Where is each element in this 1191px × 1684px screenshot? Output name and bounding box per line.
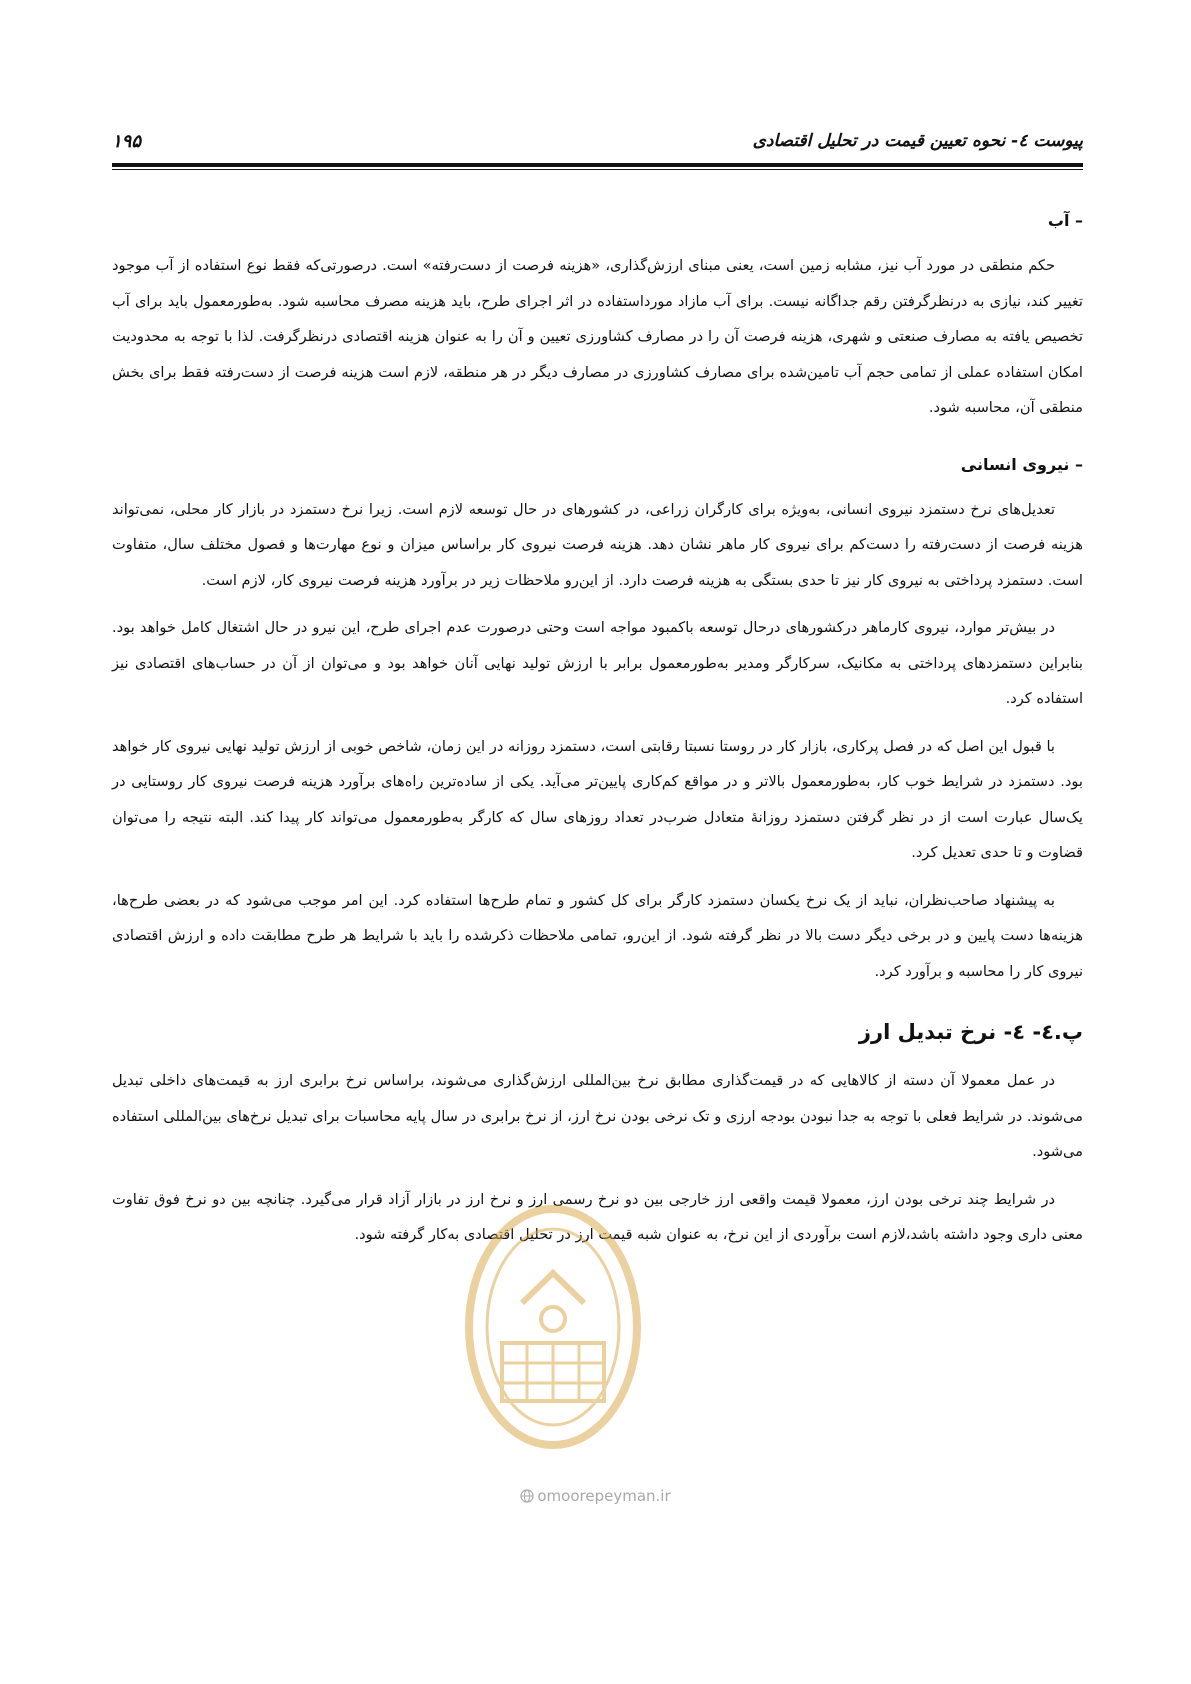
paragraph: در شرایط چند نرخی بودن ارز، معمولا قیمت واقعی ارز خارجی بین دو نرخ رسمی ارز و نرخ ارز در بازار آزاد قرار می‌گیرد. چنانچه بین دو نرخ فوق تفاوت معنی داری وجود داشته باشد،لازم است برآوردی از این نرخ، به عنوان شبه قیمت ارز در تحلیل اقتصادی به‌کار گرفته شود.: [112, 1190, 1083, 1243]
header-rule-thin: [112, 169, 1083, 170]
paragraph: حکم منطقی در مورد آب نیز، مشابه زمین است، یعنی مبنای ارزش‌گذاری، «هزینه فرصت از دست‌رفته» است. درصورتی‌که فقط نوع استفاده از آب موجود تغییر کند، نیازی به درنظرگرفتن رقم جداگانه نیست. برای آب مازاد مورداستفاده در اثر اجرای طرح، باید هزینه مصرف محاسبه شود. به‌طورمعمول باید برای آب تخصیص یافته به مصارف صنعتی و شهری، هزینه فرصت آن را در مصارف کشاورزی تعیین و آن را به عنوان هزینه اقتصادی درنظرگرفت. لذا با توجه به محدودیت امکان استفاده عملی از تمامی حجم آب تامین‌شده برای مصارف کشاورزی در مصارف دیگر در هر منطقه، لازم است هزینه فرصت از دست‌رفته فقط برای بخش منطقی آن، محاسبه شود.: [112, 257, 1083, 416]
paragraph: تعدیل‌های نرخ دستمزد نیروی انسانی، به‌ویژه برای کارگران زراعی، در کشورهای در حال توسعه لازم است. زیرا نرخ دستمزد در بازار کار محلی، نمی‌تواند هزینه فرصت از دست‌رفته را دست‌کم برای نیروی کار ماهر نشان دهد. هزینه فرصت نیروی کار براساس میزان و نوع مهارت‌ها و فصول مختلف سال، متفاوت است. دستمزد پرداختی به نیروی کار نیز تا حدی بستگی به هزینه فرصت دارد. از این‌رو ملاحظات زیر در برآورد هزینه فرصت نیروی کار، لازم است.: [112, 500, 1083, 589]
paragraph: در عمل معمولا آن دسته از کالاهایی که در قیمت‌گذاری مطابق نرخ بین‌المللی ارزش‌گذاری می‌شوند، براساس نرخ برابری ارز به قیمت‌های داخلی تبدیل می‌شوند. در شرایط فعلی با توجه به جدا نبودن بودجه ارزی و تک نرخی بودن نرخ ارز، از نرخ برابری در سال پایه محاسبات برای تبدیل نرخ‌های بین‌المللی استفاده می‌شود.: [112, 1072, 1083, 1160]
page-body: [112, 208, 1083, 1253]
page-number: ۱۹۵: [112, 130, 142, 152]
section-heading-labor: – نیروی انسانی: [960, 454, 1083, 474]
section-heading-water: – آب: [1047, 211, 1083, 230]
paragraph: در بیش‌تر موارد، نیروی کارماهر درکشورهای درحال توسعه باکمبود مواجه است وحتی درصورت عدم اجرای طرح، این نیرو در حال اشتغال کامل خواهد بود. بنابراین دستمزدهای پرداختی به مکانیک، سرکارگر ومدیر به‌طورمعمول برابر با ارزش تولید نهایی آنان خواهد بود و می‌توان از آن در حساب‌های اقتصادی نیز استفاده کرد.: [112, 619, 1083, 707]
paragraph: به پیشنهاد صاحب‌نظران، نباید از یک نرخ یکسان دستمزد کارگر برای کل کشور و تمام طرح‌ها استفاده کرد. این امر موجب می‌شود که در بعضی طرح‌ها، هزینه‌ها دست پایین و در برخی دیگر دست بالا در نظر گرفته شود. از این‌رو، تمامی ملاحظات ذکرشده را باید با شرایط هر طرح مطابقت داده و ارزش اقتصادی نیروی کار را محاسبه و برآورد کرد.: [112, 891, 1083, 980]
site-watermark: [0, 1487, 1191, 1505]
site-watermark-text: omoorepeyman.ir: [537, 1487, 671, 1505]
globe-icon: [520, 1489, 534, 1503]
running-head-title: پیوست ٤- نحوه تعیین قیمت در تحلیل اقتصادی: [752, 131, 1083, 151]
header-rule-thick: [112, 163, 1083, 167]
running-head: [112, 126, 1083, 156]
section-heading-exchange-rate: پ.٤- ٤- نرخ تبدیل ارز: [858, 1020, 1083, 1044]
paragraph: با قبول این اصل که در فصل پرکاری، بازار کار در روستا نسبتا رقابتی است، دستمزد روزانه در این زمان، شاخص خوبی از ارزش تولید نهایی نیروی کار خواهد بود. دستمزد در شرایط خوب کار، به‌طورمعمول بالاتر و در مواقع کم‌کاری پایین‌تر می‌آید. یکی از ساده‌ترین راه‌های برآورد هزینه فرصت نیروی کار روستایی در یک‌سال عبارت است از در نظر گرفتن دستمزد روزانهٔ متعادل ضرب‌در تعداد روزهای سال که کارگر به‌طورمعمول می‌تواند کار پیدا کند. البته نتیجه را می‌توان قضاوت و تا حدی تعدیل کرد.: [112, 737, 1083, 861]
